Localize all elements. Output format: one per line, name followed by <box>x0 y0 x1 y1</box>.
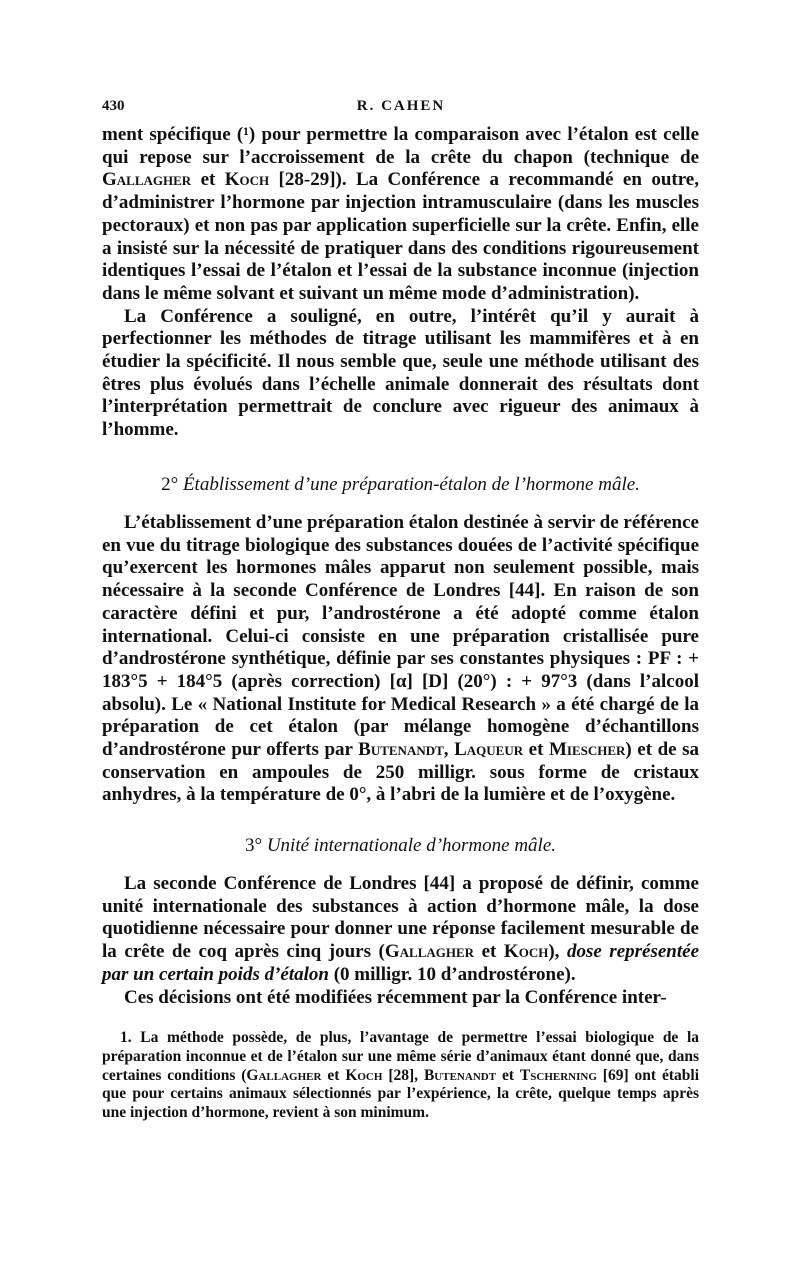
text-run: L’établissement d’une préparation étalon destinée à servir de référence en vue du titrage biologique des substances douées de l’activité spécifique qu’exercent les hormones mâles apparut non seulement possible, mais nécessaire à la seconde Conférence de Londres [44]. En raison de son caractère défini et pur, l’androstérone a été adopté comme étalon international. Celui-ci consiste en une préparation cristallisée pure d’androstérone synthétique, définie par ses constantes physiques : PF : + 183°5 + 184°5 (après correction) [α] [D] (20°) : + 97°3 (dans l’alcool absolu). Le « National Institute for Medical Research » a été chargé de la préparation de cet étalon (par mélange homogène d’échantillons d’androstérone pur offerts par <box>102 512 699 761</box>
text-run: et <box>321 1066 346 1084</box>
text-run: et <box>474 941 504 963</box>
text-run: (0 milligr. 10 d’androstérone). <box>328 963 576 985</box>
body-text-block-2 <box>102 512 699 807</box>
section-heading-3 <box>102 835 699 857</box>
author-name: Butenandt <box>358 739 444 761</box>
text-run: et <box>191 169 225 191</box>
page-header <box>102 98 700 122</box>
body-text-block-3 <box>102 873 699 1009</box>
text-run: [69] ont établi que pour certains animaux sélectionnés par l’expérience, la crête, quelque temps après une injection d’hormone, revient à son minimum. <box>102 1066 700 1122</box>
author-name: Koch <box>224 169 270 191</box>
paragraph <box>102 512 699 807</box>
text-run: 1. La méthode possède, de plus, l’avantage de permettre l’essai biologique de la préparation inconnue et de l’étalon sur une même série d’animaux étant donné que, dans certaines conditions ( <box>102 1029 699 1084</box>
author-name: Butenandt <box>423 1066 497 1084</box>
text-run: ) et de sa conservation en ampoules de 250 milligr. sous forme de cristaux anhydres, à la température de 0°, à l’abri de la lumière et de l’oxygène. <box>102 739 700 806</box>
body-text-block-1 <box>102 124 699 442</box>
section-number: 2° <box>161 474 179 495</box>
paragraph <box>102 124 699 306</box>
text-run: [28-29]). La Conférence a recommandé en outre, d’administrer l’hormone par injection intramusculaire (dans les muscles pectoraux) et non pas par application superficielle sur la crête. Enfin, elle a insisté sur la nécessité de pratiquer dans des conditions rigoureusement identiques l’essai de l’étalon et l’essai de la substance inconnue (injection dans le même solvant et suivant un même mode d’administration). <box>102 169 699 304</box>
paragraph: Ces décisions ont été modifiées récemment par la Conférence inter- <box>124 986 667 1008</box>
text-run: ment spécifique (¹) pour permettre la comparaison avec l’étalon est celle qui repose sur l’accroissement de la crête du chapon (technique de <box>102 124 699 168</box>
author-name: Laqueur <box>454 739 524 761</box>
section-number: 3° <box>244 835 263 856</box>
author-name: Gallagher <box>384 941 475 963</box>
footnote <box>102 1029 699 1123</box>
author-name: Koch <box>345 1066 383 1084</box>
text-run: [28], <box>382 1066 424 1084</box>
text-run: et <box>496 1066 520 1084</box>
section-heading-2 <box>102 474 699 496</box>
text-run: ), <box>548 941 567 963</box>
page-number: 430 <box>102 98 125 114</box>
author-name: Gallagher <box>102 169 192 191</box>
author-name: Miescher <box>548 739 626 761</box>
section-title: Établissement d’une préparation-étalon de l’hormone mâle. <box>182 474 640 495</box>
text-run: , <box>443 739 455 761</box>
text-run: La seconde Conférence de Londres [44] a proposé de définir, comme unité internationale des substances à action d’hormone mâle, la dose quotidienne nécessaire pour donner une réponse facilement mesurable de la crête de coq après cinq jours ( <box>102 873 699 963</box>
paragraph: La Conférence a souligné, en outre, l’intérêt qu’il y aurait à perfectionner les méthodes de titrage utilisant les mammifères et à en étudier la spécificité. Il nous semble que, seule une méthode utilisant des êtres plus évolués dans l’échelle animale donnerait des résultats dont l’interprétation permettrait de conclure avec rigueur des animaux à l’homme. <box>102 305 699 441</box>
author-name: Gallagher <box>246 1066 322 1084</box>
text-run: et <box>523 739 549 761</box>
emphasis: dose représentée par un certain poids d’étalon <box>102 941 700 985</box>
footnote-text <box>102 1029 699 1123</box>
author-name: Koch <box>503 941 549 963</box>
paragraph <box>102 873 699 987</box>
running-head: R. CAHEN <box>356 98 446 114</box>
section-title: Unité internationale d’hormone mâle. <box>266 835 557 856</box>
author-name: Tscherning <box>519 1066 597 1084</box>
